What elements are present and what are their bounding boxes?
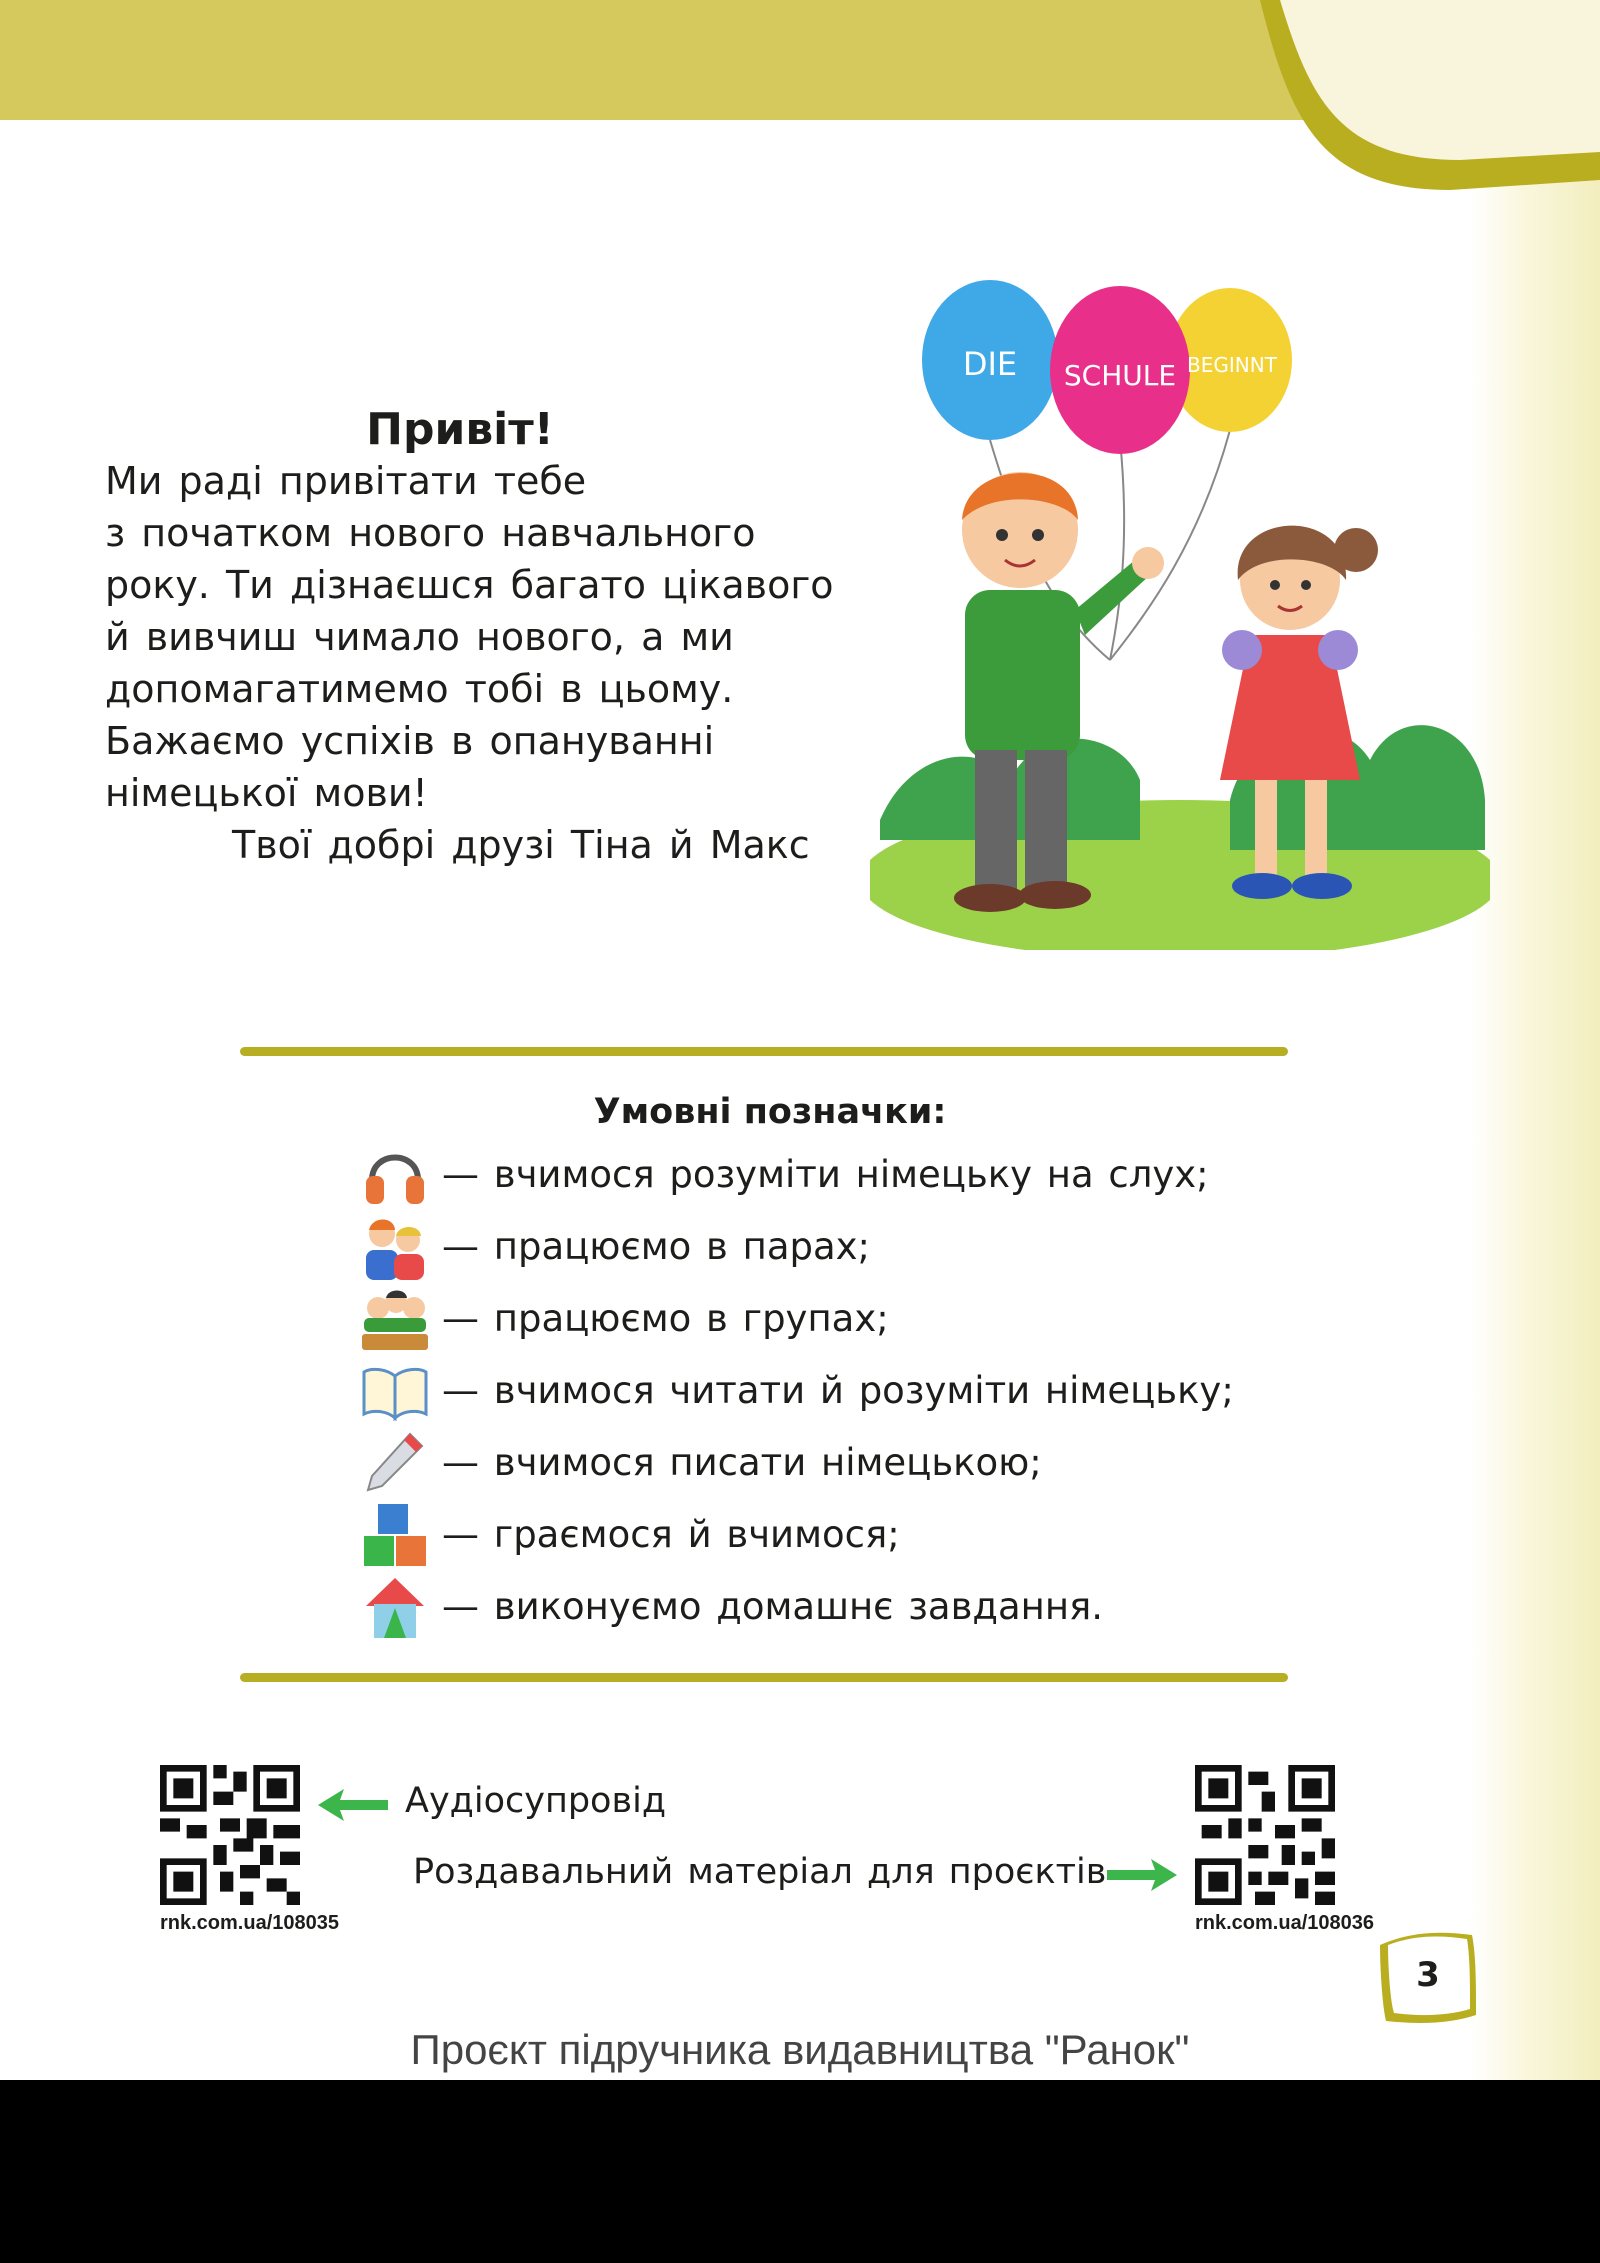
- corner-curl-decoration: [1230, 0, 1600, 200]
- greeting-line: з початком нового навчального: [105, 511, 756, 555]
- children-with-balloons-illustration: [870, 280, 1490, 950]
- headphones-icon: [360, 1140, 430, 1210]
- legend-text: — вчимося розуміти німецьку на слух;: [442, 1153, 1209, 1196]
- greeting-line: Ми раді привітати тебе: [105, 459, 587, 503]
- divider-top: [240, 1047, 1288, 1056]
- legend-item: [360, 1140, 1260, 1212]
- letter-blocks-icon: [360, 1500, 430, 1570]
- arrow-right-icon: [1107, 1855, 1177, 1895]
- pair-work-icon: [360, 1212, 430, 1282]
- qr-url-handouts[interactable]: rnk.com.ua/108036: [1195, 1912, 1374, 1934]
- audio-label: Аудіосупровід: [405, 1781, 667, 1821]
- legend-item: [360, 1356, 1260, 1428]
- balloon-text: DIE: [962, 345, 1018, 383]
- legend-item: [360, 1500, 1260, 1572]
- footer-note: Проєкт підручника видавництва "Ранок": [410, 2026, 1190, 2073]
- qr-url-audio[interactable]: rnk.com.ua/108035: [160, 1912, 339, 1934]
- legend-item: [360, 1428, 1260, 1500]
- greeting-line: року. Ти дізнаєшся багато цікавого: [105, 563, 834, 607]
- greeting-line: Бажаємо успіхів в опануванні: [105, 719, 715, 763]
- legend-text: — вчимося писати німецькою;: [442, 1441, 1042, 1484]
- legend-item: [360, 1212, 1260, 1284]
- qr-code-handouts-icon[interactable]: [1195, 1765, 1335, 1905]
- legend-item: [360, 1572, 1260, 1644]
- pencil-icon: [360, 1428, 430, 1498]
- legend-item: [360, 1284, 1260, 1356]
- legend-title: Умовні позначки:: [593, 1092, 947, 1132]
- greeting-line: німецької мови!: [105, 771, 428, 815]
- greeting-line: й вивчиш чимало нового, а ми: [105, 615, 734, 659]
- group-work-icon: [360, 1284, 430, 1354]
- greeting-line: допомагатимемо тобі в цьому.: [105, 667, 734, 711]
- homework-house-icon: [360, 1572, 430, 1642]
- page-number: 3: [1416, 1955, 1440, 1995]
- greeting-signature: Твої добрі друзі Тіна й Макс: [232, 823, 810, 867]
- divider-bottom: [240, 1673, 1288, 1682]
- open-book-icon: [360, 1356, 430, 1426]
- qr-code-audio-icon[interactable]: [160, 1765, 300, 1905]
- legend-text: — виконуємо домашнє завдання.: [442, 1585, 1104, 1628]
- legend-text: — працюємо в парах;: [442, 1225, 871, 1268]
- balloon-text: BEGINNT: [1187, 353, 1277, 377]
- legend-text: — працюємо в групах;: [442, 1297, 889, 1340]
- legend-text: — вчимося читати й розуміти німецьку;: [442, 1369, 1234, 1412]
- handouts-label: Роздавальний матеріал для проєктів: [413, 1852, 1107, 1892]
- arrow-left-icon: [318, 1785, 388, 1825]
- legend-text: — граємося й вчимося;: [442, 1513, 900, 1556]
- greeting-title: Привіт!: [366, 404, 554, 455]
- balloon-text: SCHULE: [1063, 359, 1177, 392]
